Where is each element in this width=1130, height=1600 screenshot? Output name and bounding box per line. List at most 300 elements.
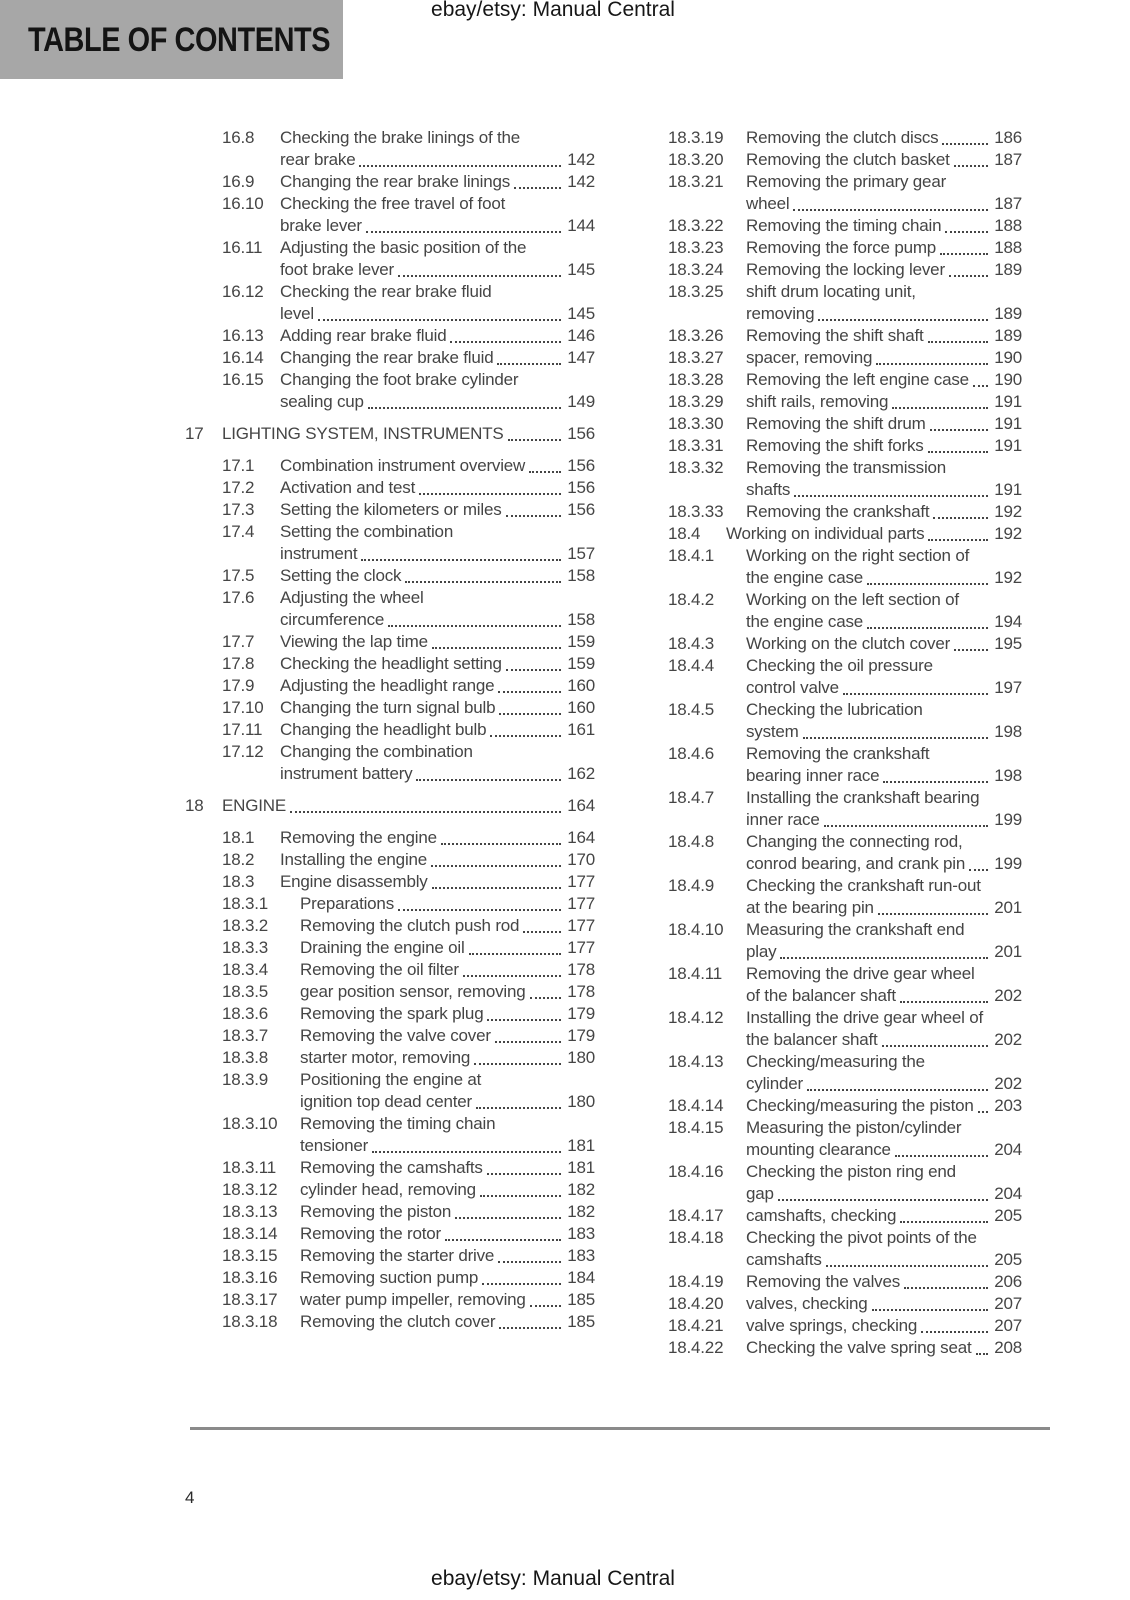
toc-page-number: 178 [567,982,595,1001]
dot-leader [523,931,561,933]
toc-entry-title [746,1293,1022,1315]
toc-entry-number: 17.5 [222,566,255,585]
toc-title-line [300,981,595,1003]
toc-title-text: cylinder [746,1074,803,1093]
toc-title-line [746,259,1022,281]
toc-title-text: Removing the spark plug [300,1004,484,1023]
toc-entry-number: 18.4.8 [668,832,715,851]
toc-title-line: Adjusting the basic position of the [280,238,527,257]
toc-title-line: Installing the crankshaft bearing [746,788,980,807]
toc-page-number: 198 [994,766,1022,785]
toc-entry-title [280,521,595,565]
toc-entry [185,915,595,937]
toc-title-text: Removing the clutch discs [746,128,939,147]
toc-entry-title [746,919,1022,963]
toc-entry-title [726,523,1022,545]
toc-entry [185,1003,595,1025]
toc-entry-title [280,193,595,237]
toc-title-text: camshafts, checking [746,1206,897,1225]
toc-entry-number: 18.3.4 [222,960,269,979]
toc-entry-number: 18 [185,796,204,815]
toc-title-line [746,1271,1022,1293]
toc-page-number: 161 [567,720,595,739]
toc-title-line [280,719,595,741]
toc-title-line [746,501,1022,523]
toc-entry [185,565,595,587]
dot-leader [498,691,561,693]
toc-page-number: 205 [994,1206,1022,1225]
toc-entry-number: 18.3.19 [668,128,724,147]
dot-leader [878,913,988,915]
toc-title-line [300,1179,595,1201]
toc-page-number: 189 [994,260,1022,279]
toc-page-number: 184 [567,1268,595,1287]
toc-entry-title [746,281,1022,325]
toc-entry-title [300,981,595,1003]
toc-entry-number: 18.3.29 [668,392,724,411]
toc-title-line [280,543,595,565]
toc-entry-title [280,827,595,849]
toc-page-number: 199 [994,810,1022,829]
toc-title-line [746,1183,1022,1205]
toc-title-line [746,567,1022,589]
toc-title-text: Activation and test [280,478,416,497]
toc-title-line: Checking the lubrication [746,700,923,719]
toc-entry [631,369,1022,391]
toc-entry [631,919,1022,963]
toc-entry [631,1051,1022,1095]
toc-title-text: ignition top dead center [300,1092,472,1111]
toc-entry-title [300,1069,595,1113]
toc-title-line [280,631,595,653]
toc-entry-number: 18.4.9 [668,876,715,895]
toc-title-line: Working on the left section of [746,590,959,609]
dot-leader [405,581,561,583]
toc-entry-number: 16.10 [222,194,264,213]
toc-page-number: 199 [994,854,1022,873]
toc-title-line [280,565,595,587]
toc-title-text: Removing the crankshaft [746,502,930,521]
dot-leader [942,143,988,145]
toc-entry-title [746,1007,1022,1051]
column-gap [595,127,631,1359]
dot-leader [366,231,561,233]
toc-entry-title [300,1201,595,1223]
toc-title-line [746,1315,1022,1337]
dot-leader [900,1001,988,1003]
toc-entry-title [746,1117,1022,1161]
toc-page-number: 157 [567,544,595,563]
toc-entry-number: 18.3.8 [222,1048,269,1067]
toc-entry-number: 18.3.31 [668,436,724,455]
toc-page-number: 179 [567,1004,595,1023]
toc-entry-number: 16.12 [222,282,264,301]
toc-entry-title [300,1267,595,1289]
page-number: 4 [185,1488,195,1507]
toc-title-text: starter motor, removing [300,1048,471,1067]
toc-entry-number: 16.14 [222,348,264,367]
toc-title-text: Adjusting the headlight range [280,676,495,695]
toc-entry-title [222,423,595,445]
dot-leader [416,779,561,781]
toc-title-line [300,1091,595,1113]
toc-title-text: Checking the valve spring seat [746,1338,972,1357]
toc-entry-number: 18.4.12 [668,1008,724,1027]
dot-leader [499,713,561,715]
dot-leader [476,1107,561,1109]
toc-page-number: 194 [994,612,1022,631]
toc-entry-title [280,741,595,785]
toc-title-text: Removing suction pump [300,1268,479,1287]
toc-entry [631,1271,1022,1293]
dot-leader [954,165,988,167]
toc-title-text: Engine disassembly [280,872,428,891]
toc-entry-title [280,281,595,325]
toc-title-text: Setting the kilometers or miles [280,500,502,519]
toc-page-number: 191 [994,392,1022,411]
toc-entry-number: 18.4.7 [668,788,715,807]
toc-entry-title [746,1161,1022,1205]
toc-title-text: Removing the camshafts [300,1158,483,1177]
toc-page-number: 188 [994,238,1022,257]
toc-title-line [746,127,1022,149]
toc-entry [631,149,1022,171]
footer-rule [190,1427,1050,1430]
toc-title-line [746,1249,1022,1271]
toc-title-line: Checking the piston ring end [746,1162,956,1181]
toc-entry [185,1267,595,1289]
toc-page-number: 190 [994,348,1022,367]
toc-title-line [746,369,1022,391]
toc-title-line [280,325,595,347]
toc-title-text: Removing the valves [746,1272,900,1291]
toc-entry-number: 18.3.7 [222,1026,269,1045]
toc-entry [185,521,595,565]
toc-title-line [280,303,595,325]
toc-entry [185,1069,595,1113]
toc-page-number: 160 [567,698,595,717]
toc-entry-title [280,237,595,281]
toc-entry [185,455,595,477]
toc-title-text: mounting clearance [746,1140,891,1159]
dot-leader [793,209,988,211]
toc-title-text: gear position sensor, removing [300,982,526,1001]
toc-title-line [280,871,595,893]
dot-leader [368,407,561,409]
toc-title-text: shift rails, removing [746,392,889,411]
toc-title-text: inner race [746,810,820,829]
toc-page-number: 146 [567,326,595,345]
dot-leader [803,737,988,739]
toc-entry-title [746,1095,1022,1117]
toc-entry-number: 18.3.20 [668,150,724,169]
toc-entry-number: 18.4.21 [668,1316,724,1335]
dot-leader [441,843,561,845]
toc-entry-number: 16.15 [222,370,264,389]
toc-title-text: Removing the force pump [746,238,937,257]
dot-leader [359,165,561,167]
toc-entry-title [280,849,595,871]
toc-entry-number: 16.9 [222,172,255,191]
toc-page-number: 183 [567,1224,595,1243]
toc-page-number: 192 [994,524,1022,543]
toc-title-text: Installing the engine [280,850,428,869]
toc-page-number: 158 [567,610,595,629]
header-watermark: ebay/etsy: Manual Central [431,0,675,21]
toc-entry-title [280,587,595,631]
toc-entry-title [300,1025,595,1047]
toc-title-line [280,477,595,499]
toc-page-number: 189 [994,326,1022,345]
toc-entry-number: 18.3.26 [668,326,724,345]
toc-entry-number: 17.1 [222,456,255,475]
toc-entry-title [746,963,1022,1007]
toc-entry [185,1047,595,1069]
toc-title-line: shift drum locating unit, [746,282,916,301]
toc-entry-number: 18.3.25 [668,282,724,301]
toc-title-text: Removing the engine [280,828,437,847]
toc-entry-number: 18.4 [668,524,701,543]
toc-entry [185,741,595,785]
toc-entry [185,1157,595,1179]
toc-page-number: 204 [994,1184,1022,1203]
dot-leader [450,341,561,343]
toc-entry [631,523,1022,545]
toc-title-line [280,215,595,237]
toc-page-number: 156 [567,500,595,519]
toc-page-number: 190 [994,370,1022,389]
toc-entry-number: 18.3.22 [668,216,724,235]
toc-entry-title [746,589,1022,633]
toc-entry-number: 18.3.16 [222,1268,278,1287]
toc-title-line [746,435,1022,457]
toc-title-line: Checking the pivot points of the [746,1228,977,1247]
toc-page-number: 183 [567,1246,595,1265]
dot-leader [495,1041,561,1043]
toc-entry [631,127,1022,149]
toc-entry-title [280,697,595,719]
toc-entry-number: 18.4.3 [668,634,715,653]
toc-page-number: 160 [567,676,595,695]
toc-title-line [280,171,595,193]
toc-title-text: instrument [280,544,358,563]
toc-page-number: 191 [994,414,1022,433]
toc-entry-number: 18.3.23 [668,238,724,257]
toc-title-line [280,675,595,697]
toc-entry-title [746,435,1022,457]
toc-entry [631,435,1022,457]
dot-leader [529,471,561,473]
toc-page-number: 182 [567,1202,595,1221]
toc-title-text: removing [746,304,815,323]
toc-title-line [746,1095,1022,1117]
toc-title-text: Removing the left engine case [746,370,969,389]
toc-title-text: cylinder head, removing [300,1180,476,1199]
toc-title-line [222,795,595,817]
dot-leader [432,887,561,889]
toc-entry [185,893,595,915]
toc-title-line: Removing the drive gear wheel [746,964,975,983]
toc-title-text: the balancer shaft [746,1030,878,1049]
toc-title-text: water pump impeller, removing [300,1290,526,1309]
toc-entry-number: 18.3.27 [668,348,724,367]
toc-entry-title [300,1179,595,1201]
toc-page-number: 158 [567,566,595,585]
dot-leader [892,407,988,409]
toc-title-line [746,1293,1022,1315]
toc-entry-number: 17.10 [222,698,264,717]
toc-title-line: Checking/measuring the [746,1052,925,1071]
toc-entry-number: 18.3.17 [222,1290,278,1309]
toc-title-text: Changing the rear brake fluid [280,348,494,367]
dot-leader [807,1089,988,1091]
toc-entry [631,1007,1022,1051]
dot-leader [469,953,561,955]
toc-entry-number: 18.4.19 [668,1272,724,1291]
toc-page-number: 156 [567,424,595,443]
toc-title-text: Removing the clutch push rod [300,916,520,935]
dot-leader [506,515,562,517]
toc-title-line [746,853,1022,875]
toc-page-number: 177 [567,872,595,891]
toc-title-text: Setting the clock [280,566,402,585]
toc-entry-number: 18.4.6 [668,744,715,763]
toc-title-line [300,1025,595,1047]
toc-entry-number: 18.3.21 [668,172,724,191]
toc-entry-number: 16.13 [222,326,264,345]
toc-page-number: 178 [567,960,595,979]
toc-entry-title [300,959,595,981]
toc-entry-number: 18.4.22 [668,1338,724,1357]
toc-page-number: 182 [567,1180,595,1199]
toc-entry [631,413,1022,435]
toc-page-number: 195 [994,634,1022,653]
toc-title-line [300,1267,595,1289]
toc-title-line [746,1029,1022,1051]
toc-page-number: 164 [567,796,595,815]
toc-page-number: 206 [994,1272,1022,1291]
toc-title-line: Removing the primary gear [746,172,947,191]
toc-entry [185,171,595,193]
toc-page-number: 207 [994,1294,1022,1313]
dot-leader [506,669,561,671]
toc-entry-number: 18.4.2 [668,590,715,609]
dot-leader [883,781,988,783]
toc-entry-title [222,795,595,817]
toc-entry [185,237,595,281]
toc-title-text: Removing the locking lever [746,260,945,279]
toc-entry-title [300,1003,595,1025]
toc-entry-title [746,369,1022,391]
toc-title-text: camshafts [746,1250,822,1269]
toc-title-text: Removing the rotor [300,1224,441,1243]
toc-entry [631,259,1022,281]
toc-page-number: 159 [567,654,595,673]
toc-page-number: 181 [567,1136,595,1155]
toc-page-number: 201 [994,942,1022,961]
toc-page-number: 180 [567,1048,595,1067]
toc-entry [631,237,1022,259]
toc-title-text: tensioner [300,1136,369,1155]
toc-entry-number: 17 [185,424,204,443]
toc-title-line [300,893,595,915]
toc-title-line [300,1135,595,1157]
toc-title-text: Working on the clutch cover [746,634,951,653]
toc-page-number: 156 [567,456,595,475]
toc-page-number: 147 [567,348,595,367]
dot-leader [508,439,561,441]
toc-page-number: 205 [994,1250,1022,1269]
toc-entry-title [746,1271,1022,1293]
toc-entry-title [746,391,1022,413]
toc-entry-number: 17.6 [222,588,255,607]
toc-entry-number: 18.4.1 [668,546,715,565]
toc-title-line [280,347,595,369]
toc-title-line [746,809,1022,831]
toc-entry-title [746,171,1022,215]
dot-leader [928,341,988,343]
toc-entry-number: 17.9 [222,676,255,695]
toc-title-line [300,937,595,959]
toc-entry [631,347,1022,369]
toc-entry-number: 17.2 [222,478,255,497]
toc-page-number: 192 [994,502,1022,521]
toc-entry-title [300,1289,595,1311]
toc-entry [631,787,1022,831]
toc-entry [185,281,595,325]
dot-leader [372,1151,561,1153]
dot-leader [419,493,561,495]
toc-entry-number: 18.3.1 [222,894,269,913]
toc-title-text: ENGINE [222,796,286,815]
toc-title-text: Removing the oil filter [300,960,459,979]
toc-entry [185,871,595,893]
dot-leader [497,363,561,365]
dot-leader [882,1045,988,1047]
toc-title-text: level [280,304,314,323]
toc-entry-title [746,347,1022,369]
toc-title-line: Positioning the engine at [300,1070,482,1089]
dot-leader [872,1309,988,1311]
toc-title-line [280,391,595,413]
toc-title-text: rear brake [280,150,356,169]
toc-entry-title [280,369,595,413]
toc-entry [185,675,595,697]
toc-entry-title [300,893,595,915]
toc-title-line [746,479,1022,501]
toc-entry [185,587,595,631]
toc-page-number: 179 [567,1026,595,1045]
toc-title-line [300,915,595,937]
toc-page-number: 144 [567,216,595,235]
toc-entry-number: 18.3 [222,872,255,891]
toc-page-number: 204 [994,1140,1022,1159]
toc-title-line: Checking the brake linings of the [280,128,521,147]
dot-leader [318,319,561,321]
toc-title-line [280,653,595,675]
toc-title-text: Removing the shift drum [746,414,926,433]
toc-title-line: Installing the drive gear wheel of [746,1008,984,1027]
toc-title-line [746,149,1022,171]
toc-title-line: Changing the connecting rod, [746,832,963,851]
toc-title-line [222,423,595,445]
toc-page-number: 192 [994,568,1022,587]
toc-title-line [300,1003,595,1025]
toc-entry [185,477,595,499]
toc-title-text: Changing the rear brake linings [280,172,511,191]
toc-title-text: wheel [746,194,790,213]
toc-page-number: 187 [994,150,1022,169]
